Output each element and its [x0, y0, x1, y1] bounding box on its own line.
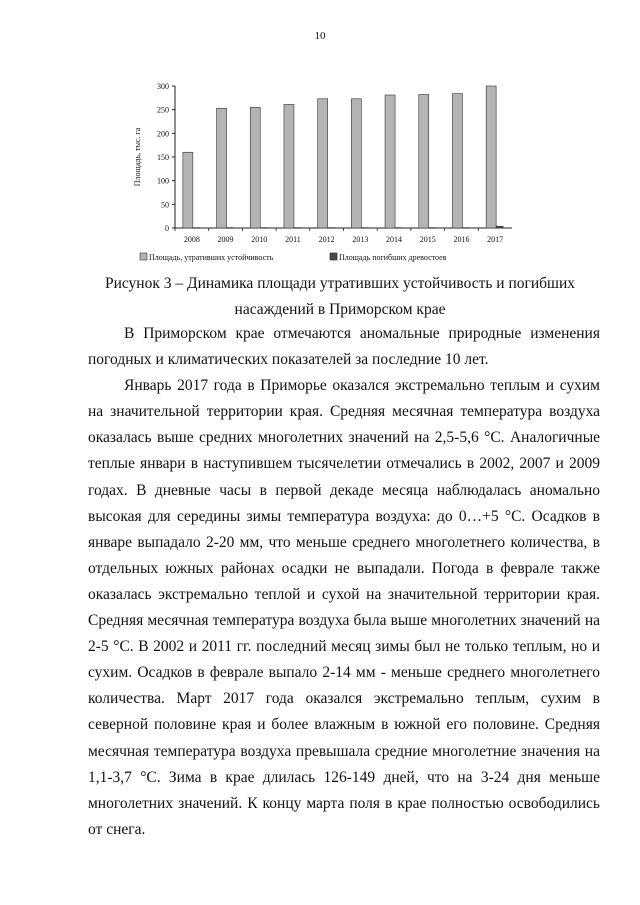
x-tick-label: 2012	[318, 235, 335, 244]
bar-series1-2013	[351, 99, 361, 228]
page-number: 10	[314, 30, 326, 42]
y-tick-label: 100	[157, 176, 169, 186]
legend-swatch-series2	[330, 253, 337, 260]
x-tick-label: 2014	[386, 235, 403, 244]
bar-series2-2012	[328, 228, 335, 229]
bar-series1-2017	[486, 86, 496, 228]
paragraph-1: В Приморском крае отмечаются аномальные природные изменения погодных и климатических показателей за последние 10 лет.	[88, 325, 600, 369]
bar-series2-2013	[361, 228, 368, 229]
bar-series2-2011	[294, 228, 301, 229]
bar-series2-2009	[227, 228, 234, 229]
x-tick-label: 2010	[251, 235, 268, 244]
caption-line-2: насаждений в Приморском крае	[234, 301, 446, 318]
bar-series1-2015	[419, 95, 429, 228]
x-tick-label: 2016	[453, 235, 470, 244]
y-tick-label: 250	[157, 105, 169, 115]
x-tick-label: 2009	[217, 235, 234, 244]
figure-caption	[80, 271, 600, 323]
bar-series1-2012	[318, 99, 328, 228]
bar-series2-2014	[395, 228, 402, 229]
x-tick-label: 2013	[352, 235, 369, 244]
y-tick-label: 200	[157, 129, 169, 139]
bar-series2-2017	[496, 226, 503, 228]
caption-line-1: Рисунок 3 – Динамика площади утративших устойчивость и погибших	[104, 275, 576, 292]
y-tick-label: 50	[161, 200, 169, 210]
x-tick-label: 2011	[285, 235, 301, 244]
legend-label-series2: Площадь погибших древостоев	[339, 253, 447, 262]
x-tick-label: 2008	[183, 235, 200, 244]
bar-series2-2016	[462, 228, 469, 229]
bar-series1-2011	[284, 104, 294, 228]
y-tick-label: 0	[165, 224, 169, 233]
bar-series1-2009	[217, 108, 227, 228]
x-tick-label: 2015	[419, 235, 436, 244]
bar-series2-2008	[193, 228, 200, 229]
body-text	[88, 321, 600, 843]
bar-series2-2010	[260, 228, 267, 229]
x-tick-label: 2017	[487, 235, 504, 244]
bar-series2-2015	[429, 228, 436, 229]
bar-chart	[118, 72, 528, 270]
bar-series1-2014	[385, 95, 395, 228]
legend-label-series1: Площадь, утративших устойчивость	[149, 253, 274, 262]
bar-series1-2016	[452, 94, 462, 228]
y-tick-label: 150	[157, 153, 169, 162]
y-axis-label: Площадь, тыс. га	[133, 127, 142, 187]
paragraph-2: Январь 2017 года в Приморье оказался экстремально теплым и сухим на значительной территории края. Средняя месячная температура воздуха оказалась выше средних многолетних значений на 2,5-5,6 °С. Аналогичные теплые январи в наступившем тысячелетии отмечались в 2002, 2007 и 2009 годах. В дневные часы в первой декаде месяца наблюдалась аномально высокая для середины зимы температура воздуха: до 0…+5 °С. Осадков в январе выпадало 2-20 мм, что меньше среднего многолетнего количества, в отдельных южных районах осадки не выпадали. Погода в феврале также оказалась экстремально теплой и сухой на значительной территории края. Средняя месячная температура воздуха была выше многолетних значений на 2-5 °С. В 2002 и 2011 гг. последний месяц зимы был не только теплым, но и сухим. Осадков в феврале выпало 2-14 мм - меньше среднего многолетнего количества. Март 2017 года оказался экстремально теплым, сухим в северной половине края и более влажным в южной его половине. Средняя месячная температура воздуха превышала средние многолетние значения на 1,1-3,7 °С. Зима в крае длилась 126-149 дней, что на 3-24 дня меньше многолетних значений. К концу марта поля в крае полностью освободились от снега.	[88, 377, 600, 838]
bar-series1-2008	[183, 152, 193, 228]
legend-swatch-series1	[140, 253, 147, 260]
y-tick-label: 300	[157, 82, 169, 91]
figure-chart	[118, 72, 528, 270]
bar-series1-2010	[250, 107, 260, 228]
